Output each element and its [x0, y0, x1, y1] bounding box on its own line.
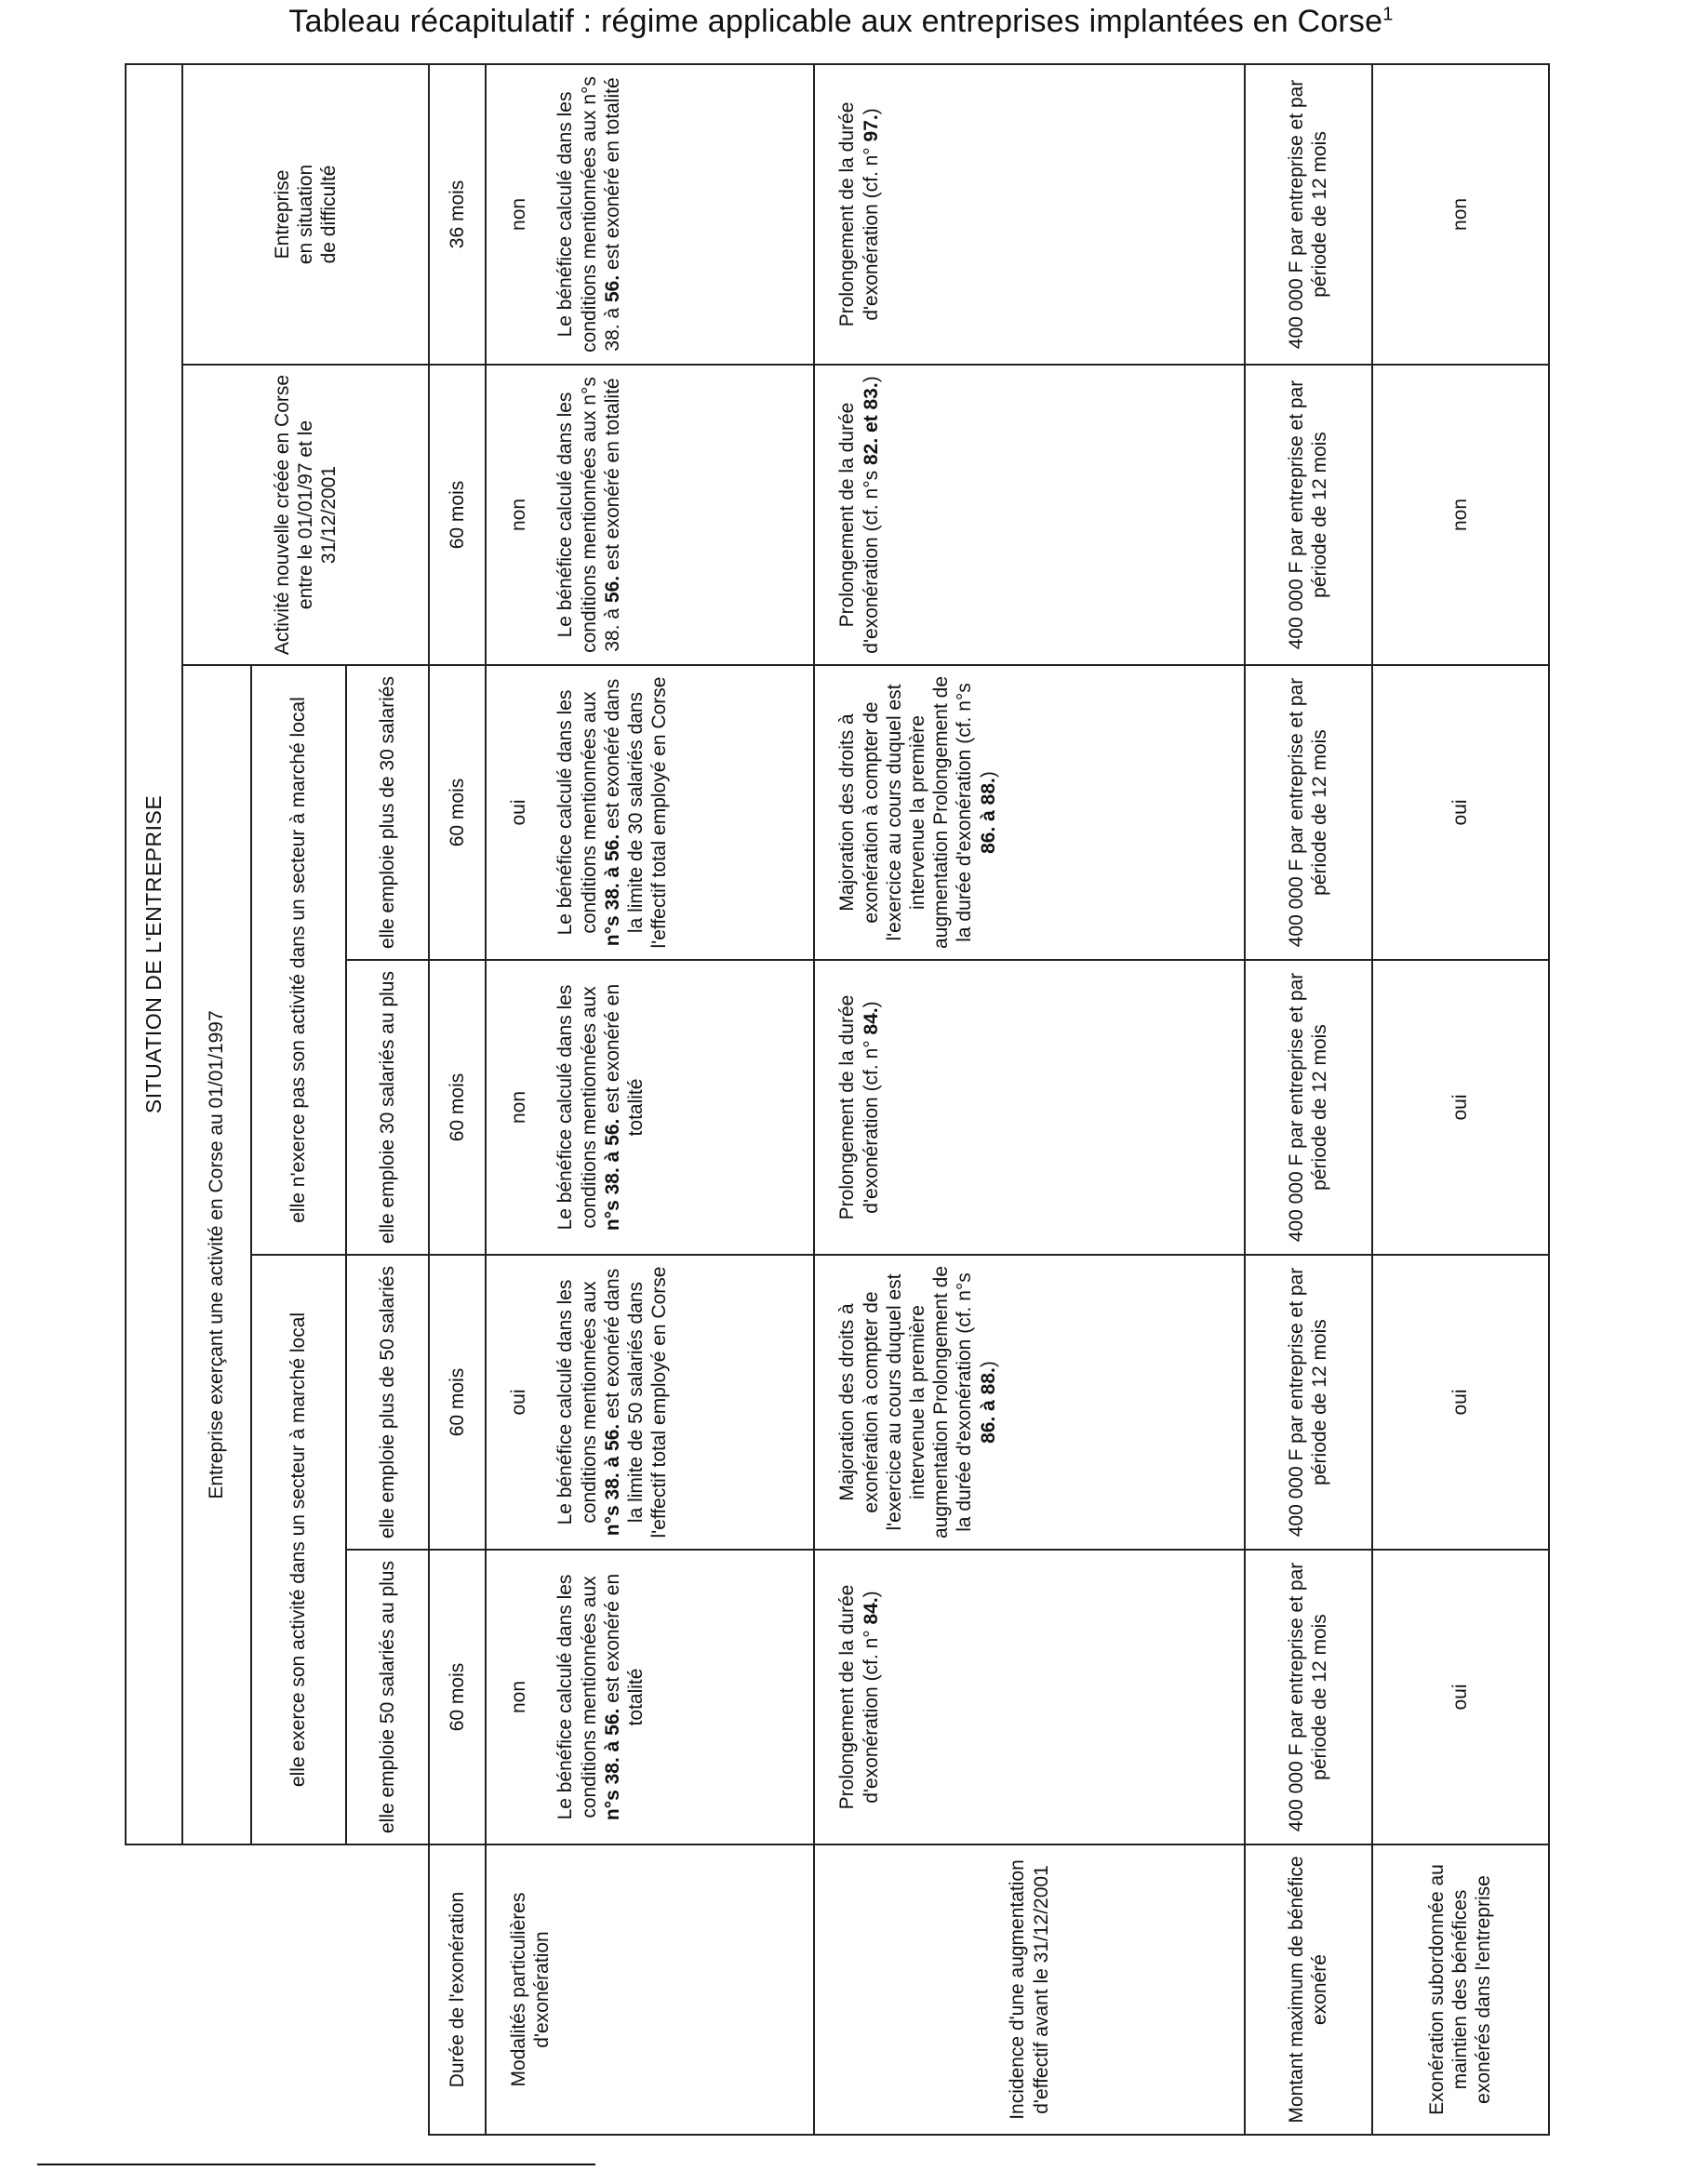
table-cell: oui: [1372, 1550, 1549, 1844]
table-cell: [486, 960, 814, 1255]
difficulte-header: Entreprise en situation de difficulté: [182, 64, 429, 365]
cell-text: ): [860, 108, 882, 115]
table-cell: 400 000 F par entreprise et par période de 12 mois: [1245, 1255, 1372, 1550]
table-cell: oui: [1372, 960, 1549, 1255]
table-cell: [814, 365, 1244, 665]
table-cell: non: [1372, 64, 1549, 365]
table-row: [486, 64, 814, 2135]
table-cell: non: [1372, 365, 1549, 665]
table-cell: [814, 1550, 1244, 1844]
cell-text: est exonéré en totalité: [601, 378, 623, 576]
row-label-incidence: Incidence d'une augmentation d'effectif avant le 31/12/2001: [814, 1844, 1244, 2135]
footnote-marker: 1: [1382, 4, 1394, 25]
yes-no-value: oui: [508, 1389, 530, 1416]
cell-text: Prolongement de la durée d'exonération (cf. n°s: [836, 402, 882, 654]
table-cell: [486, 1255, 814, 1550]
yes-no-value: oui: [508, 799, 530, 826]
entreprise-1997-header: Entreprise exerçant une activité en Corse au 01/01/1997: [182, 665, 251, 1844]
row-label-montant: Montant maximum de bénéfice exonéré: [1245, 1844, 1372, 2135]
row-label-modalites: Modalités particulières d'exonération: [486, 1844, 814, 2135]
cell-text: Le bénéfice calculé dans les conditions mentionnées aux: [554, 1279, 600, 1525]
col-header-plus-de-30: elle emploie plus de 30 salariés: [346, 665, 429, 960]
yes-no-value: non: [508, 1090, 530, 1125]
cell-text: ): [860, 376, 882, 383]
table-cell: [814, 64, 1244, 365]
col-header-50-au-plus: elle emploie 50 salariés au plus: [346, 1550, 429, 1844]
table-cell: 400 000 F par entreprise et par période de 12 mois: [1245, 365, 1372, 665]
table-cell: oui: [1372, 1255, 1549, 1550]
table-cell: 400 000 F par entreprise et par période de 12 mois: [1245, 1550, 1372, 1844]
footnote-divider: [37, 2164, 595, 2165]
cell-ref: 84.: [860, 1007, 882, 1035]
cell-text: Le bénéfice calculé dans les conditions mentionnées aux n°s 38. à: [554, 76, 623, 353]
cell-text: Prolongement de la durée d'exonération (cf. n°: [836, 994, 882, 1220]
row-label-duree: Durée de l'exonération: [429, 1844, 486, 2135]
marche-local-header: elle exerce son activité dans un secteur à marché local: [251, 1255, 346, 1844]
cell-ref: 82. et 83.: [860, 382, 882, 466]
table-cell: 60 mois: [429, 1550, 486, 1844]
cell-text: est exonéré en totalité: [601, 77, 623, 275]
cell-text: ): [860, 1591, 882, 1598]
table-cell: [486, 365, 814, 665]
table-cell: 60 mois: [429, 960, 486, 1255]
cell-ref: 56.: [601, 575, 623, 604]
cell-text: Le bénéfice calculé dans les conditions mentionnées aux: [554, 1574, 600, 1820]
page-title: [0, 4, 1682, 40]
cell-text: Majoration des droits à exonération à compter de l'exercice au cours duquel est intervenue la première augmentation Prolongement de la durée d'exonération (cf. n°s: [836, 1265, 976, 1539]
title-text: Tableau récapitulatif : régime applicable aux entreprises implantées en Corse: [288, 4, 1383, 39]
table-cell: 400 000 F par entreprise et par période de 12 mois: [1245, 64, 1372, 365]
table-row: [1245, 64, 1372, 2135]
cell-text: Prolongement de la durée d'exonération (cf. n°: [836, 101, 882, 327]
table-cell: 60 mois: [429, 365, 486, 665]
cell-text: Prolongement de la durée d'exonération (cf. n°: [836, 1584, 882, 1810]
cell-ref: n°s 38. à 56.: [601, 833, 623, 947]
table-cell: [814, 665, 1244, 960]
yes-no-value: non: [508, 498, 530, 532]
table-cell: [814, 1255, 1244, 1550]
pas-marche-local-header: elle n'exerce pas son activité dans un secteur à marché local: [251, 665, 346, 1255]
cell-ref: 97.: [860, 114, 882, 142]
cell-text: est exonéré dans la limite de 50 salariés dans l'effectif total employé en Corse: [601, 1266, 671, 1538]
cell-ref: n°s 38. à 56.: [601, 1423, 623, 1537]
table-cell: 400 000 F par entreprise et par période de 12 mois: [1245, 665, 1372, 960]
cell-ref: 56.: [601, 274, 623, 303]
table-cell: [486, 1550, 814, 1844]
table-cell: 60 mois: [429, 1255, 486, 1550]
rotated-table-frame: [125, 65, 1550, 2136]
cell-ref: n°s 38. à 56.: [601, 1118, 623, 1232]
cell-ref: 86. à 88.: [977, 778, 999, 854]
yes-no-value: non: [508, 197, 530, 231]
table-cell: 60 mois: [429, 665, 486, 960]
col-header-plus-de-50: elle emploie plus de 50 salariés: [346, 1255, 429, 1550]
table-cell: [814, 960, 1244, 1255]
table-cell: 36 mois: [429, 64, 486, 365]
cell-ref: 86. à 88.: [977, 1367, 999, 1444]
cell-text: Le bénéfice calculé dans les conditions mentionnées aux n°s 38. à: [554, 377, 623, 653]
table-cell: 400 000 F par entreprise et par période de 12 mois: [1245, 960, 1372, 1255]
cell-text: Majoration des droits à exonération à compter de l'exercice au cours duquel est intervenue la première augmentation Prolongement de la durée d'exonération (cf. n°s: [836, 675, 976, 950]
table-cell: [486, 64, 814, 365]
table-row: [1372, 64, 1549, 2135]
cell-text: Le bénéfice calculé dans les conditions mentionnées aux: [554, 984, 600, 1231]
cell-text: ): [860, 1001, 882, 1008]
cell-text: Le bénéfice calculé dans les conditions mentionnées aux: [554, 689, 600, 936]
activite-nouvelle-header: Activité nouvelle créée en Corse entre le 01/01/97 et le 31/12/2001: [182, 365, 429, 665]
table-cell: oui: [1372, 665, 1549, 960]
cell-text: ): [977, 771, 999, 779]
cell-text: est exonéré en totalité: [601, 1573, 647, 1726]
cell-ref: 84.: [860, 1597, 882, 1625]
row-label-subordonnee: Exonération subordonnée au maintien des bénéfices exonérés dans l'entreprise: [1372, 1844, 1549, 2135]
cell-text: est exonéré dans la limite de 30 salariés dans l'effectif total employé en Corse: [601, 676, 671, 949]
situation-header: SITUATION DE L'ENTREPRISE: [126, 64, 182, 1844]
recap-table: [125, 63, 1550, 2136]
cell-text: est exonéré en totalité: [601, 983, 647, 1137]
table-row: [814, 64, 1244, 2135]
cell-ref: n°s 38. à 56.: [601, 1708, 623, 1821]
col-header-30-au-plus: elle emploie 30 salariés au plus: [346, 960, 429, 1255]
blank-corner: [126, 1844, 429, 2135]
table-cell: [486, 665, 814, 960]
table-row: [429, 64, 486, 2135]
cell-text: ): [977, 1361, 999, 1368]
yes-no-value: non: [508, 1680, 530, 1714]
